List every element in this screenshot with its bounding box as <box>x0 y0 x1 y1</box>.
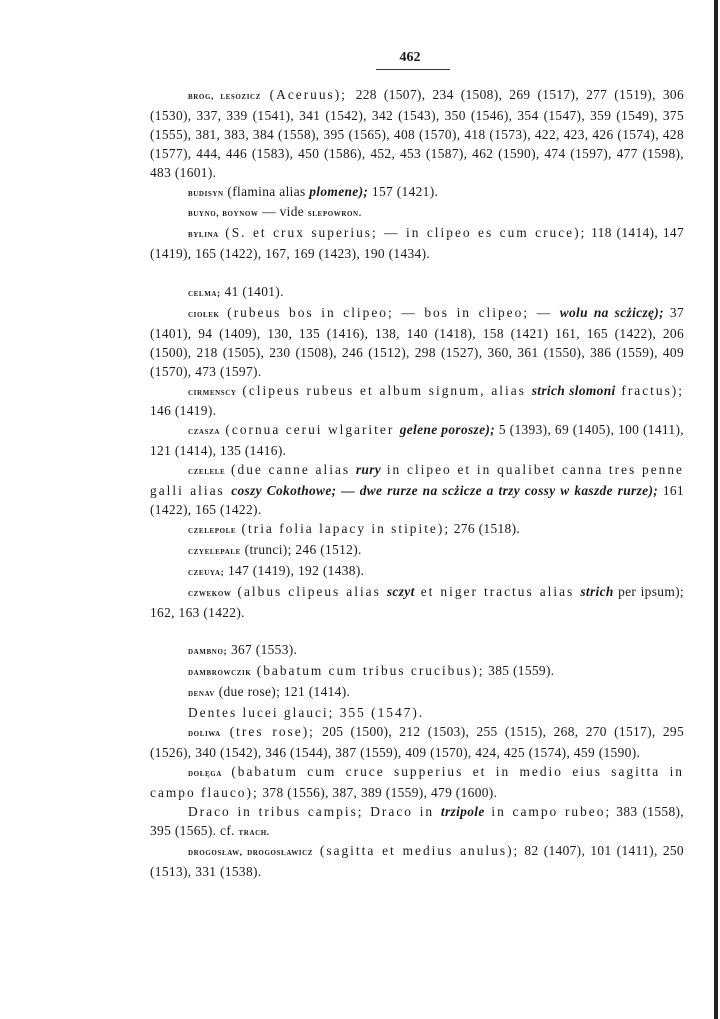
entry-czasza <box>150 421 684 461</box>
entry-headword: bylina <box>188 230 219 241</box>
entry-description: in campo rubeo; <box>484 803 612 819</box>
entry-headword: denav <box>188 689 215 700</box>
entry-italic: sczyt <box>386 583 415 599</box>
entry-draco <box>150 803 684 843</box>
entry-description-cont: fractus); <box>615 382 684 398</box>
entry-headword: czasza <box>188 427 220 438</box>
entry-italic: plomene); <box>309 183 369 199</box>
index-entries <box>150 86 684 882</box>
entry-description: (Aceruus); <box>260 87 356 102</box>
entry-description-cont: et niger tractus alias <box>414 583 581 599</box>
entry-headword: buyno, boynow <box>188 209 259 220</box>
entry-dambno <box>150 641 684 662</box>
entry-headword: czeuya; <box>188 567 225 578</box>
entry-references: 82 (1407), 101 (1411), 250 (1513), 331 (1538). <box>150 843 684 880</box>
entry-drogoslaw <box>150 842 684 882</box>
entry-headword: czwekow <box>188 588 232 599</box>
entry-plain-text: Dentes lucei glauci; 355 (1547). <box>188 705 425 721</box>
entry-description: — vide <box>258 204 308 220</box>
entry-references: 276 (1518). <box>450 520 521 536</box>
entry-headword: drogosław, drogosławicz <box>188 848 314 859</box>
page-number-underline <box>376 69 450 70</box>
entry-ciolek <box>150 304 684 382</box>
entry-references: 147 (1419), 192 (1438). <box>224 562 365 578</box>
entry-references: 118 (1414), 147 (1419), 165 (1422), 167, 169 (1423), 190 (1434). <box>150 225 684 262</box>
entry-references: 367 (1553). <box>227 642 298 658</box>
entry-references: 146 (1419). <box>150 403 217 419</box>
entry-description: (tria folia lapacy in stipite); <box>236 520 451 536</box>
entry-description: (albus clipeus alias <box>231 583 387 599</box>
entry-czyelepale <box>150 541 684 562</box>
entry-references: 162, 163 (1422). <box>150 604 245 620</box>
entry-budisyn <box>150 183 684 204</box>
entry-italic: gelene porosze); <box>399 422 496 438</box>
entry-celma <box>150 283 684 304</box>
entry-headword: doliwa <box>188 728 221 739</box>
entry-references: 378 (1556), 387, 389 (1559), 479 (1600). <box>258 784 498 800</box>
entry-headword: dambno; <box>188 647 228 658</box>
entry-italic: rury <box>355 462 382 478</box>
entry-references: 246 (1512). <box>291 541 362 557</box>
entry-italic: wolu na scżiczę); <box>559 304 664 320</box>
entry-references: 157 (1421). <box>368 183 439 199</box>
entry-description: (tres rose); <box>220 723 315 739</box>
entry-headword: dambrowczik <box>188 668 252 679</box>
entry-czelepole <box>150 520 684 541</box>
page-number: 462 <box>399 50 421 65</box>
entry-references: 41 (1401). <box>220 284 284 300</box>
entry-description-cont: in clipeo et in qualibet canna tres penne galli alias <box>150 462 684 499</box>
entry-headword: brog, lesozicz <box>188 92 261 102</box>
entry-czwekow <box>150 583 684 623</box>
entry-references: 37 (1401), 94 (1409), 130, 135 (1416), 138, 140 (1418), 158 (1421) 161, 165 (1422), 206 (1500), 218 (1505), 230 (1508), 246 (1512), 298 (1527), 360, 361 (1550), 386 (1559), 409 (1570), 473 (1597). <box>150 304 684 379</box>
entry-bylina <box>150 224 684 264</box>
entry-references: 383 (1558), 395 (1565). cf. <box>150 803 684 838</box>
entry-headword: dołęga <box>188 768 222 779</box>
entry-headword: czelele <box>188 467 226 478</box>
entry-references: 161 (1422), 165 (1422). <box>150 483 684 518</box>
page-edge-rule <box>714 0 718 1019</box>
entry-description: (sagitta et medius anulus); <box>313 843 520 859</box>
entry-italic-cont: coszy Cokothowe; — dwe rurze na scżicze a trzy cossy w kaszde rurze); <box>231 483 659 499</box>
entry-references: 228 (1507), 234 (1508), 269 (1517), 277 (1519), 306 (1530), 337, 339 (1541), 341 (1542), 342 (1543), 350 (1546), 354 (1547), 359 (1549), 375 (1555), 381, 383, 384 (1558), 395 (1565), 408 (1570), 418 (1573), 422, 423, 426 (1574), 428 (1577), 444, 446 (1583), 450 (1586), 452, 453 (1587), 462 (1590), 474 (1597), 477 (1598), 483 (1601). <box>150 87 685 180</box>
entry-references: 205 (1500), 212 (1503), 255 (1515), 268, 270 (1517), 295 (1526), 340 (1542), 346 (1544), 387 (1559), 409 (1570), 424, 425 (1574), 459 (1590). <box>150 723 684 760</box>
entry-references: 385 (1559). <box>484 663 555 679</box>
entry-headword: czyelepale <box>188 546 241 557</box>
entry-brog <box>150 86 684 183</box>
entry-cross-reference: trach. <box>238 827 270 838</box>
entry-description: (due rose); <box>215 684 281 700</box>
entry-dambrowczik <box>150 662 684 683</box>
entry-references: 5 (1393), 69 (1405), 100 (1411), 121 (1414), 135 (1416). <box>150 422 684 459</box>
entry-description: (cornua cerui wlgariter <box>220 422 400 438</box>
entry-italic: trzipole <box>440 803 485 819</box>
entry-references: 121 (1414). <box>280 684 351 700</box>
entry-doliwa <box>150 723 684 763</box>
entry-italic: strich slomoni <box>531 382 616 398</box>
entry-czeuya <box>150 562 684 583</box>
entry-headword: ciołek <box>188 309 220 320</box>
entry-description: (S. et crux superius; — in clipeo es cum cruce); <box>218 225 587 241</box>
entry-headword: budisyn <box>188 188 224 199</box>
entry-headword: celma; <box>188 289 221 300</box>
entry-description: (clipeus rubeus et album signum, alias <box>236 382 532 398</box>
entry-description-end: per ipsum); <box>613 583 684 599</box>
entry-description: (babatum cum tribus crucibus); <box>251 663 485 679</box>
entry-buyno <box>150 203 684 224</box>
entry-description: (rubeus bos in clipeo; — bos in clipeo; — <box>219 304 560 320</box>
entry-description: (flamina alias <box>223 183 310 199</box>
entry-headword: czelepole <box>188 525 237 536</box>
entry-description: (trunci); <box>240 541 292 557</box>
entry-cirmenscy <box>150 382 684 422</box>
entry-description: (babatum cum cruce supperius et in medio eius sagitta in campo flauco); <box>150 763 684 800</box>
entry-plain-text: Draco in tribus campis; Draco in <box>188 803 441 819</box>
entry-italic-cont: strich <box>580 583 614 599</box>
entry-dolega <box>150 763 684 803</box>
entry-denav <box>150 683 684 704</box>
entry-czelele <box>150 461 684 520</box>
entry-cross-reference: slepowron. <box>307 209 362 220</box>
entry-headword: cirmenscy <box>188 387 237 398</box>
entry-dentes <box>150 704 684 723</box>
entry-description: (due canne alias <box>225 462 356 478</box>
